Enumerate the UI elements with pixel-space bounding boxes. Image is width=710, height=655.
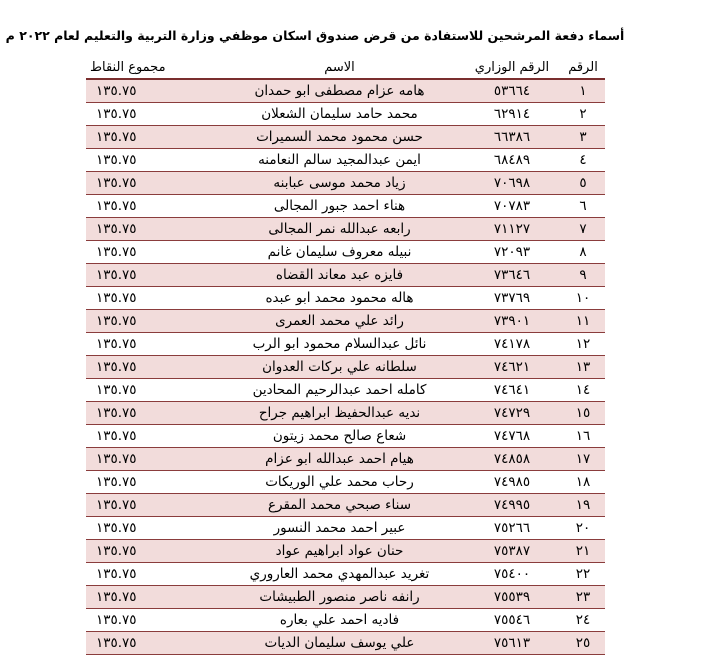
header-points: مجموع النقاط: [86, 57, 216, 79]
cell-number: ١٩: [561, 494, 605, 517]
cell-points: ١٣٥.٧٥: [86, 195, 216, 218]
cell-ministry-id: ٧٤٩٩٥: [463, 494, 561, 517]
cell-points: ١٣٥.٧٥: [86, 425, 216, 448]
cell-points: ١٣٥.٧٥: [86, 103, 216, 126]
cell-ministry-id: ٧٤٨٥٨: [463, 448, 561, 471]
cell-ministry-id: ٧٣٧٦٩: [463, 287, 561, 310]
cell-number: ١: [561, 79, 605, 103]
cell-name: كامله احمد عبدالرحيم المحادين: [216, 379, 463, 402]
table-row: [86, 356, 605, 379]
cell-name: رحاب محمد علي الوريكات: [216, 471, 463, 494]
table-row: [86, 103, 605, 126]
cell-ministry-id: ٧٥٦١٣: [463, 632, 561, 655]
cell-ministry-id: ٧١١٢٧: [463, 218, 561, 241]
cell-ministry-id: ٧٤٦٤١: [463, 379, 561, 402]
cell-name: نديه عبدالحفيظ ابراهيم جراح: [216, 402, 463, 425]
cell-points: ١٣٥.٧٥: [86, 609, 216, 632]
cell-points: ١٣٥.٧٥: [86, 218, 216, 241]
header-number: الرقم: [561, 57, 605, 79]
cell-points: ١٣٥.٧٥: [86, 310, 216, 333]
cell-number: ٢٣: [561, 586, 605, 609]
table-row: [86, 609, 605, 632]
cell-number: ٨: [561, 241, 605, 264]
cell-number: ٩: [561, 264, 605, 287]
cell-ministry-id: ٧٣٩٠١: [463, 310, 561, 333]
cell-ministry-id: ٥٣٦٦٤: [463, 79, 561, 103]
table-row: [86, 149, 605, 172]
table-header-row: [86, 57, 605, 79]
table-row: [86, 586, 605, 609]
cell-name: رائد علي محمد العمرى: [216, 310, 463, 333]
cell-name: علي يوسف سليمان الديات: [216, 632, 463, 655]
cell-number: ١٢: [561, 333, 605, 356]
cell-number: ٥: [561, 172, 605, 195]
cell-name: عبير احمد محمد النسور: [216, 517, 463, 540]
header-ministry-id: الرقم الوزاري: [463, 57, 561, 79]
cell-name: هامه عزام مصطفى ابو حمدان: [216, 79, 463, 103]
cell-points: ١٣٥.٧٥: [86, 172, 216, 195]
table-row: [86, 264, 605, 287]
cell-ministry-id: ٧٥٥٤٦: [463, 609, 561, 632]
table-row: [86, 379, 605, 402]
cell-points: ١٣٥.٧٥: [86, 448, 216, 471]
cell-number: ٢٤: [561, 609, 605, 632]
cell-points: ١٣٥.٧٥: [86, 517, 216, 540]
cell-ministry-id: ٧٤٧٦٨: [463, 425, 561, 448]
cell-name: تغريد عبدالمهدي محمد العاروري: [216, 563, 463, 586]
cell-number: ١٠: [561, 287, 605, 310]
cell-name: شعاع صالح محمد زيتون: [216, 425, 463, 448]
cell-ministry-id: ٦٦٣٨٦: [463, 126, 561, 149]
cell-points: ١٣٥.٧٥: [86, 471, 216, 494]
cell-name: نبيله معروف سليمان غانم: [216, 241, 463, 264]
cell-points: ١٣٥.٧٥: [86, 333, 216, 356]
table-row: [86, 402, 605, 425]
cell-name: فاديه احمد علي بعاره: [216, 609, 463, 632]
cell-points: ١٣٥.٧٥: [86, 563, 216, 586]
table-row: [86, 126, 605, 149]
cell-name: حسن محمود محمد السميرات: [216, 126, 463, 149]
cell-number: ١٥: [561, 402, 605, 425]
cell-number: ٧: [561, 218, 605, 241]
cell-ministry-id: ٧٤٧٢٩: [463, 402, 561, 425]
page-title: أسماء دفعة المرشحين للاستفادة من قرض صندوق اسكان موظفي وزارة التربية والتعليم لعام ٢٠٢٢ م: [5, 28, 625, 43]
cell-ministry-id: ٧٤١٧٨: [463, 333, 561, 356]
table-row: [86, 448, 605, 471]
cell-name: هناء احمد جبور المجالى: [216, 195, 463, 218]
cell-points: ١٣٥.٧٥: [86, 287, 216, 310]
cell-name: محمد حامد سليمان الشعلان: [216, 103, 463, 126]
cell-points: ١٣٥.٧٥: [86, 356, 216, 379]
table-row: [86, 333, 605, 356]
cell-name: هاله محمود محمد ابو عبده: [216, 287, 463, 310]
table-row: [86, 218, 605, 241]
cell-points: ١٣٥.٧٥: [86, 586, 216, 609]
table-row: [86, 494, 605, 517]
cell-name: سلطانه علي بركات العدوان: [216, 356, 463, 379]
cell-ministry-id: ٧٥٥٣٩: [463, 586, 561, 609]
cell-points: ١٣٥.٧٥: [86, 402, 216, 425]
cell-points: ١٣٥.٧٥: [86, 126, 216, 149]
cell-number: ١٦: [561, 425, 605, 448]
table-row: [86, 425, 605, 448]
cell-number: ٣: [561, 126, 605, 149]
table-row: [86, 517, 605, 540]
cell-ministry-id: ٧٢٠٩٣: [463, 241, 561, 264]
table-row: [86, 632, 605, 655]
cell-name: رانفه ناصر منصور الطبيشات: [216, 586, 463, 609]
cell-points: ١٣٥.٧٥: [86, 149, 216, 172]
table-row: [86, 563, 605, 586]
table-body: [86, 79, 605, 655]
cell-number: ١٧: [561, 448, 605, 471]
cell-name: نائل عبدالسلام محمود ابو الرب: [216, 333, 463, 356]
cell-number: ١١: [561, 310, 605, 333]
cell-number: ٤: [561, 149, 605, 172]
cell-points: ١٣٥.٧٥: [86, 241, 216, 264]
cell-number: ١٤: [561, 379, 605, 402]
cell-name: سناء صبحي محمد المقرع: [216, 494, 463, 517]
cell-ministry-id: ٧٠٦٩٨: [463, 172, 561, 195]
cell-number: ٢٢: [561, 563, 605, 586]
cell-ministry-id: ٧٤٦٢١: [463, 356, 561, 379]
cell-name: ايمن عبدالمجيد سالم النعامنه: [216, 149, 463, 172]
cell-ministry-id: ٧٠٧٨٣: [463, 195, 561, 218]
cell-points: ١٣٥.٧٥: [86, 540, 216, 563]
cell-ministry-id: ٧٣٦٤٦: [463, 264, 561, 287]
cell-name: زياد محمد موسى عبابنه: [216, 172, 463, 195]
table-row: [86, 310, 605, 333]
cell-number: ١٣: [561, 356, 605, 379]
table-row: [86, 241, 605, 264]
table-row: [86, 172, 605, 195]
table-row: [86, 540, 605, 563]
cell-points: ١٣٥.٧٥: [86, 79, 216, 103]
header-name: الاسم: [216, 57, 463, 79]
cell-ministry-id: ٧٥٢٦٦: [463, 517, 561, 540]
table-row: [86, 287, 605, 310]
cell-points: ١٣٥.٧٥: [86, 494, 216, 517]
cell-number: ٢٥: [561, 632, 605, 655]
cell-name: هيام احمد عبدالله ابو عزام: [216, 448, 463, 471]
cell-number: ٢٠: [561, 517, 605, 540]
table-row: [86, 79, 605, 103]
cell-ministry-id: ٧٥٤٠٠: [463, 563, 561, 586]
cell-points: ١٣٥.٧٥: [86, 264, 216, 287]
cell-points: ١٣٥.٧٥: [86, 632, 216, 655]
cell-number: ٢: [561, 103, 605, 126]
table-row: [86, 195, 605, 218]
cell-ministry-id: ٦٨٤٨٩: [463, 149, 561, 172]
cell-name: فايزه عبد معاند القضاه: [216, 264, 463, 287]
cell-ministry-id: ٧٥٣٨٧: [463, 540, 561, 563]
cell-number: ٢١: [561, 540, 605, 563]
cell-name: رابعه عبدالله نمر المجالى: [216, 218, 463, 241]
cell-points: ١٣٥.٧٥: [86, 379, 216, 402]
cell-ministry-id: ٧٤٩٨٥: [463, 471, 561, 494]
table-row: [86, 471, 605, 494]
cell-name: حنان عواد ابراهيم عواد: [216, 540, 463, 563]
cell-number: ١٨: [561, 471, 605, 494]
cell-ministry-id: ٦٢٩١٤: [463, 103, 561, 126]
candidates-table: [86, 57, 605, 655]
cell-number: ٦: [561, 195, 605, 218]
